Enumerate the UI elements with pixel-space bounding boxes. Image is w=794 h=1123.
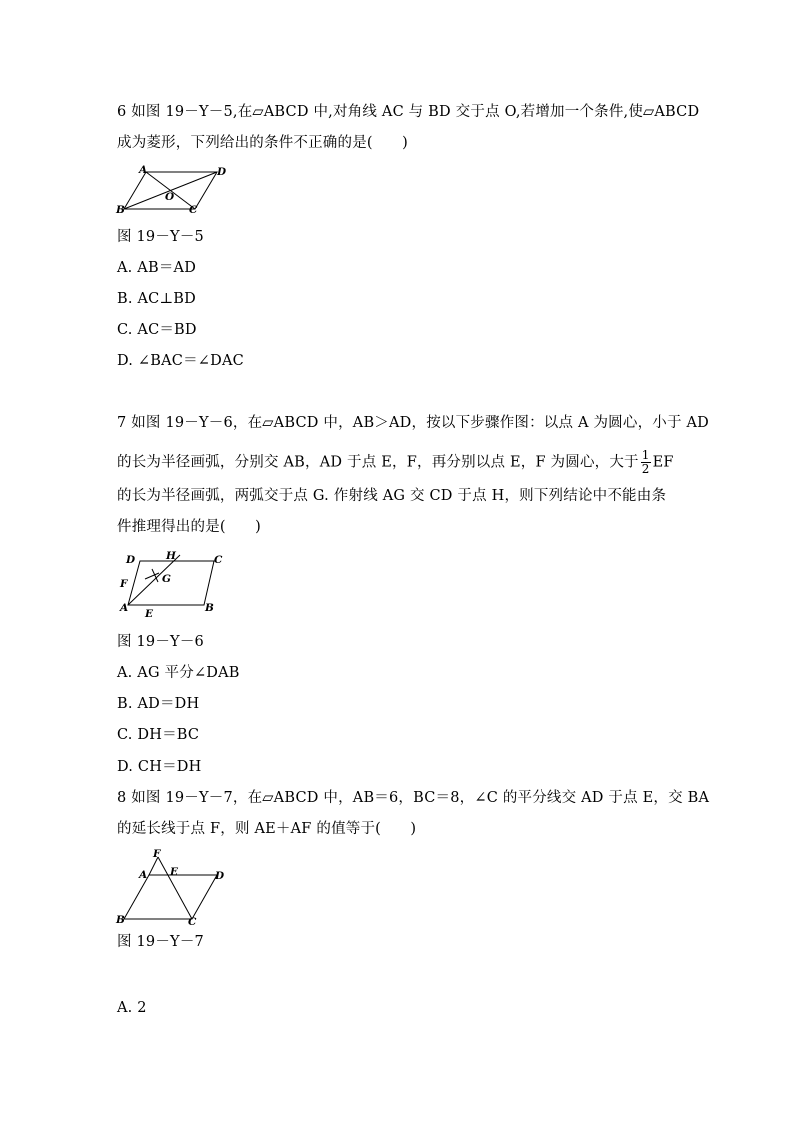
- q7-fraction-denominator: 2: [641, 462, 650, 476]
- q6-label-d: D: [217, 166, 227, 178]
- q6-option-d: D. ∠BAC＝∠DAC: [117, 353, 244, 369]
- q8-label-e: E: [170, 866, 179, 878]
- q7-label-d: D: [126, 554, 136, 566]
- q8-label-c: C: [188, 916, 197, 927]
- q7-figure-caption: 图 19－Y－6: [117, 634, 204, 650]
- q8-figure: [114, 845, 244, 927]
- q6-figure-caption: 图 19－Y－5: [117, 229, 204, 245]
- q6-label-b: B: [116, 204, 125, 216]
- q7-label-e: E: [145, 608, 154, 617]
- q8-stem-line-2: 的延长线于点 F，则 AE＋AF 的值等于( ): [117, 821, 417, 837]
- q7-label-b: B: [205, 602, 214, 614]
- q7-option-d: D. CH＝DH: [117, 759, 202, 775]
- q7-label-h: H: [166, 550, 176, 562]
- q6-label-a: A: [139, 164, 148, 176]
- q7-label-c: C: [214, 554, 223, 566]
- q7-arc-marks: [145, 569, 159, 582]
- q7-stem-line-4: 件推理得出的是( ): [117, 519, 262, 535]
- q8-label-d: D: [215, 870, 225, 882]
- q7-fraction-numerator: 1: [641, 448, 650, 462]
- q7-figure: [114, 549, 234, 617]
- q7-parallelogram: [128, 561, 214, 605]
- q8-label-b: B: [116, 914, 125, 926]
- q8-parallelogram: [124, 875, 217, 919]
- q8-stem-line-1: 8 如图 19－Y－7，在▱ABCD 中，AB＝6，BC＝8，∠C 的平分线交 AD 于点 E，交 BA: [117, 790, 710, 806]
- q7-option-b: B. AD＝DH: [117, 696, 200, 712]
- q7-label-a: A: [120, 602, 129, 614]
- q7-option-a: A. AG 平分∠DAB: [117, 665, 240, 681]
- q6-option-b: B. AC⊥BD: [117, 291, 196, 307]
- q8-label-a: A: [139, 869, 148, 881]
- q7-stem-line-2-text: 的长为半径画弧，分别交 AB，AD 于点 E，F，再分别以点 E，F 为圆心，大于: [117, 454, 639, 471]
- q7-stem-line-3: 的长为半径画弧，两弧交于点 G. 作射线 AG 交 CD 于点 H，则下列结论中不能由条: [117, 488, 667, 504]
- q7-fraction: [641, 449, 651, 476]
- q6-option-a: A. AB＝AD: [117, 260, 197, 276]
- q7-stem-line-2-ef: EF: [652, 454, 674, 471]
- q7-option-c: C. DH＝BC: [117, 727, 200, 743]
- q7-stem-line-2: [117, 449, 674, 476]
- q6-label-c: C: [189, 204, 198, 216]
- q6-label-o: O: [165, 191, 175, 203]
- q8-label-f: F: [153, 848, 161, 860]
- q7-label-f: F: [120, 578, 128, 590]
- q8-option-a: A. 2: [117, 1000, 147, 1016]
- q8-figure-caption: 图 19－Y－7: [117, 934, 204, 950]
- q6-stem-line-1: 6 如图 19－Y－5,在▱ABCD 中,对角线 AC 与 BD 交于点 O,若增加一个条件,使▱ABCD: [117, 104, 700, 120]
- q6-stem-line-2: 成为菱形，下列给出的条件不正确的是( ): [117, 135, 409, 151]
- q7-ray-ag: [128, 555, 180, 605]
- q7-stem-line-1: 7 如图 19－Y－6，在▱ABCD 中，AB＞AD，按以下步骤作图：以点 A 为圆心，小于 AD: [117, 415, 709, 431]
- q7-label-g: G: [162, 573, 171, 585]
- q6-option-c: C. AC＝BD: [117, 322, 197, 338]
- q6-figure: [114, 160, 254, 218]
